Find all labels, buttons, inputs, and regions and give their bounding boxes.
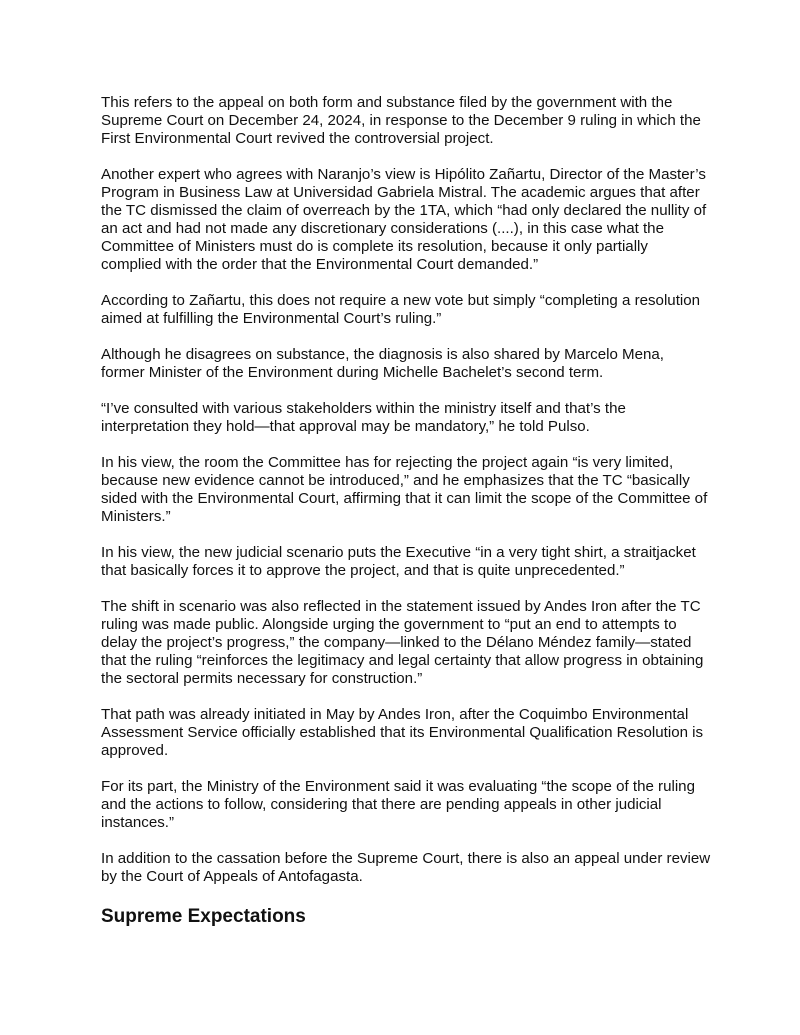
paragraph-andes-iron-path: That path was already initiated in May by Andes Iron, after the Coquimbo Environmental Assessment Service officially established that its Environmental Qualification Resolution is approved. xyxy=(101,706,704,759)
paragraph-andes-iron-statement: The shift in scenario was also reflected in the statement issued by Andes Iron after the TC ruling was made public. Alongside urging the government to “put an end to attempts to delay the project’s progress,” the company—linked to the Délano Méndez family—stated that the ruling “reinforces the legitimacy and legal certainty that allow progress in obtaining the sectoral permits necessary for construction.” xyxy=(101,598,704,687)
paragraph-mena-quote: “I’ve consulted with various stakeholders within the ministry itself and that’s the interpretation they hold—that approval may be mandatory,” he told Pulso. xyxy=(101,400,626,435)
paragraph-mena-diagnosis: Although he disagrees on substance, the diagnosis is also shared by Marcelo Mena, former Minister of the Environment during Michelle Bachelet’s second term. xyxy=(101,346,665,381)
document-page xyxy=(101,94,711,928)
paragraph-cassation: In addition to the cassation before the Supreme Court, there is also an appeal under review by the Court of Appeals of Antofagasta. xyxy=(101,850,711,885)
paragraph-zanartu-view: Another expert who agrees with Naranjo’s view is Hipólito Zañartu, Director of the Master’s Program in Business Law at Universidad Gabriela Mistral. The academic argues that after the TC dismissed the claim of overreach by the 1TA, which “had only declared the nullity of an act and had not made any discretionary considerations (....), in this case what the Committee of Ministers must do is complete its resolution, because it only partially complied with the order that the Environmental Court demanded.” xyxy=(101,166,707,273)
paragraph-judicial-scenario: In his view, the new judicial scenario puts the Executive “in a very tight shirt, a straitjacket that basically forces it to approve the project, and that is quite unprecedented.” xyxy=(101,544,696,579)
paragraph-committee-room: In his view, the room the Committee has for rejecting the project again “is very limited, because new evidence cannot be introduced,” and he emphasizes that the TC “basically sided with the Environmental Court, affirming that it can limit the scope of the Committee of Ministers.” xyxy=(101,454,708,525)
section-heading: Supreme Expectations xyxy=(101,906,306,927)
paragraph-ministry-response: For its part, the Ministry of the Environment said it was evaluating “the scope of the ruling and the actions to follow, considering that there are pending appeals in other judicial instances.” xyxy=(101,778,695,831)
paragraph-zanartu-vote: According to Zañartu, this does not require a new vote but simply “completing a resolution aimed at fulfilling the Environmental Court’s ruling.” xyxy=(101,292,701,327)
paragraph-appeal: This refers to the appeal on both form and substance filed by the government with the Supreme Court on December 24, 2024, in response to the December 9 ruling in which the First Environmental Court revived the controversial project. xyxy=(101,94,701,147)
